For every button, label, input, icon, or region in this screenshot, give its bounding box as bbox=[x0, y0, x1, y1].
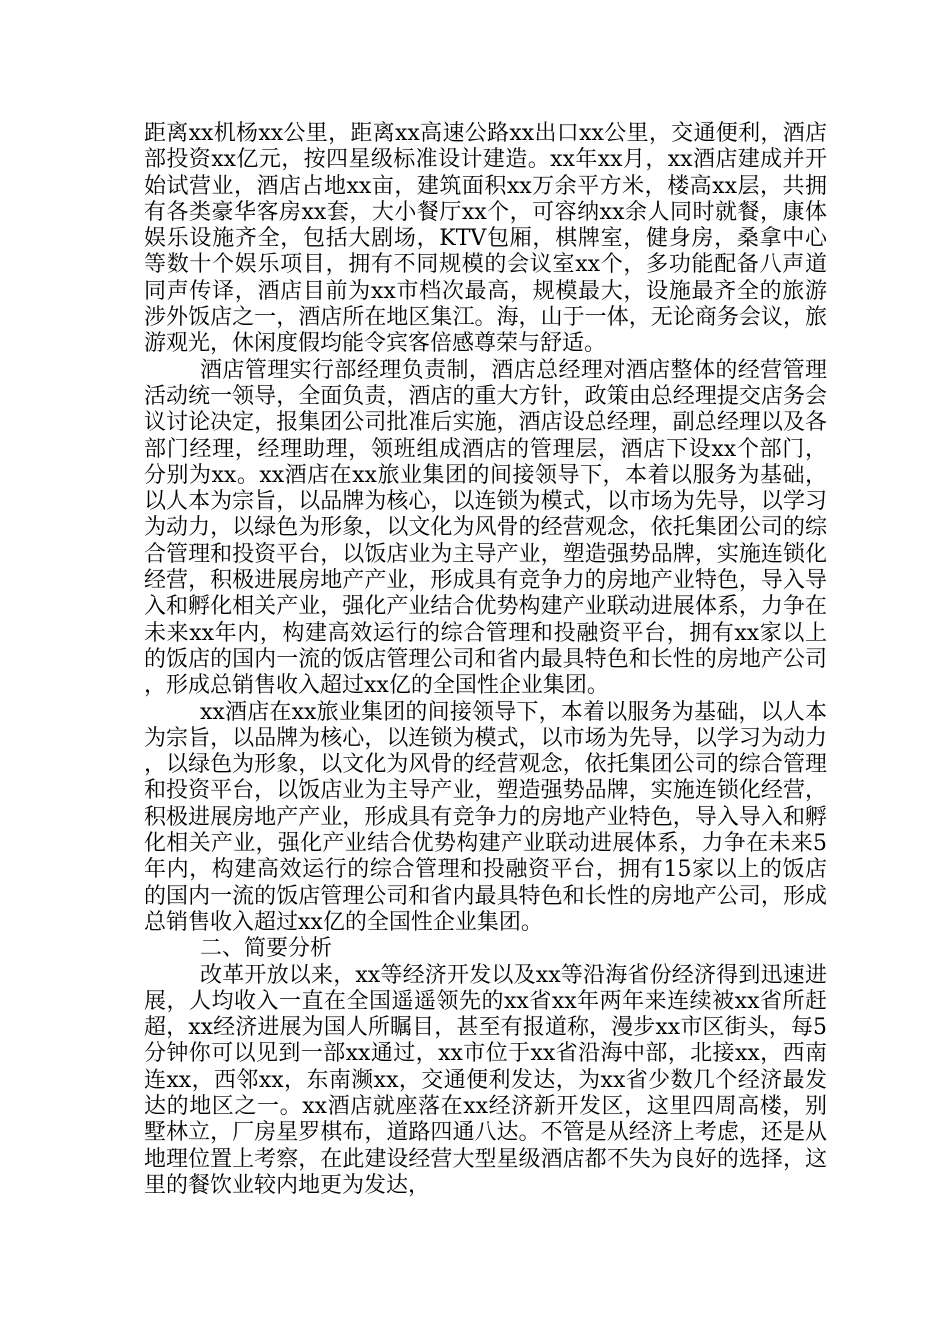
paragraph-hotel-overview: 距离xx机杨xx公里，距离xx高速公路xx出口xx公里，交通便利，酒店部投资xx亿元，按四星级标准设计建造。xx年xx月，xx酒店建成并开始试营业，酒店占地xx亩，建筑面积xx万余平方米，楼高xx层，共拥有各类豪华客房xx套，大小餐厅xx个，可容纳xx余人同时就餐，康体娱乐设施齐全，包括大剧场，KTV包厢，棋牌室，健身房，桑拿中心等数十个娱乐项目，拥有不同规模的会议室xx个，多功能配备八声道同声传译，酒店目前为xx市档次最高，规模最大，设施最齐全的旅游涉外饭店之一，酒店所在地区集江。海，山于一体，无论商务会议，旅游观光，休闲度假均能令宾客倍感尊荣与舒适。 bbox=[144, 121, 827, 357]
document-body bbox=[144, 121, 827, 1199]
paragraph-group-strategy: xx酒店在xx旅业集团的间接领导下，本着以服务为基础，以人本为宗旨，以品牌为核心，以连锁为模式，以市场为先导，以学习为动力，以绿色为形象，以文化为风骨的经营观念，依托集团公司的综合管理和投资平台，以饭店业为主导产业，塑造强势品牌，实施连锁化经营，积极进展房地产产业，形成具有竞争力的房地产业特色，导入导入和孵化相关产业，强化产业结合优势构建产业联动进展体系，力争在未来5年内，构建高效运行的综合管理和投融资平台，拥有15家以上的饭店的国内一流的饭店管理公司和省内最具特色和长性的房地产公司，形成总销售收入超过xx亿的全国性企业集团。 bbox=[144, 699, 827, 935]
section-heading-brief-analysis: 二、简要分析 bbox=[200, 936, 333, 962]
paragraph-economic-analysis: 改革开放以来，xx等经济开发以及xx等沿海省份经济得到迅速进展，人均收入一直在全国遥遥领先的xx省xx年两年来连续被xx省所赶超，xx经济进展为国人所瞩目，甚至有报道称，漫步xx市区街头，每5分钟你可以见到一部xx通过，xx市位于xx省沿海中部，北接xx，西南连xx，西邻xx，东南濒xx，交通便利发达，为xx省少数几个经济最发达的地区之一。xx酒店就座落在xx经济新开发区，这里四周高楼，别墅林立，厂房星罗棋布，道路四通八达。不管是从经济上考虑，还是从地理位置上考察，在此建设经营大型星级酒店都不失为良好的选择，这里的餐饮业较内地更为发达， bbox=[144, 962, 827, 1198]
paragraph-management-structure: 酒店管理实行部经理负责制，酒店总经理对酒店整体的经营管理活动统一领导，全面负责，酒店的重大方针，政策由总经理提交店务会议讨论决定，报集团公司批准后实施，酒店设总经理，副总经理以及各部门经理，经理助理，领班组成酒店的管理层，酒店下设xx个部门，分别为xx。xx酒店在xx旅业集团的间接领导下，本着以服务为基础，以人本为宗旨，以品牌为核心，以连锁为模式，以市场为先导，以学习为动力，以绿色为形象，以文化为风骨的经营观念，依托集团公司的综合管理和投资平台，以饭店业为主导产业，塑造强势品牌，实施连锁化经营，积极进展房地产产业，形成具有竞争力的房地产业特色，导入导入和孵化相关产业，强化产业结合优势构建产业联动进展体系，力争在未来xx年内，构建高效运行的综合管理和投融资平台，拥有xx家以上的饭店的国内一流的饭店管理公司和省内最具特色和长性的房地产公司，形成总销售收入超过xx亿的全国性企业集团。 bbox=[144, 357, 827, 699]
